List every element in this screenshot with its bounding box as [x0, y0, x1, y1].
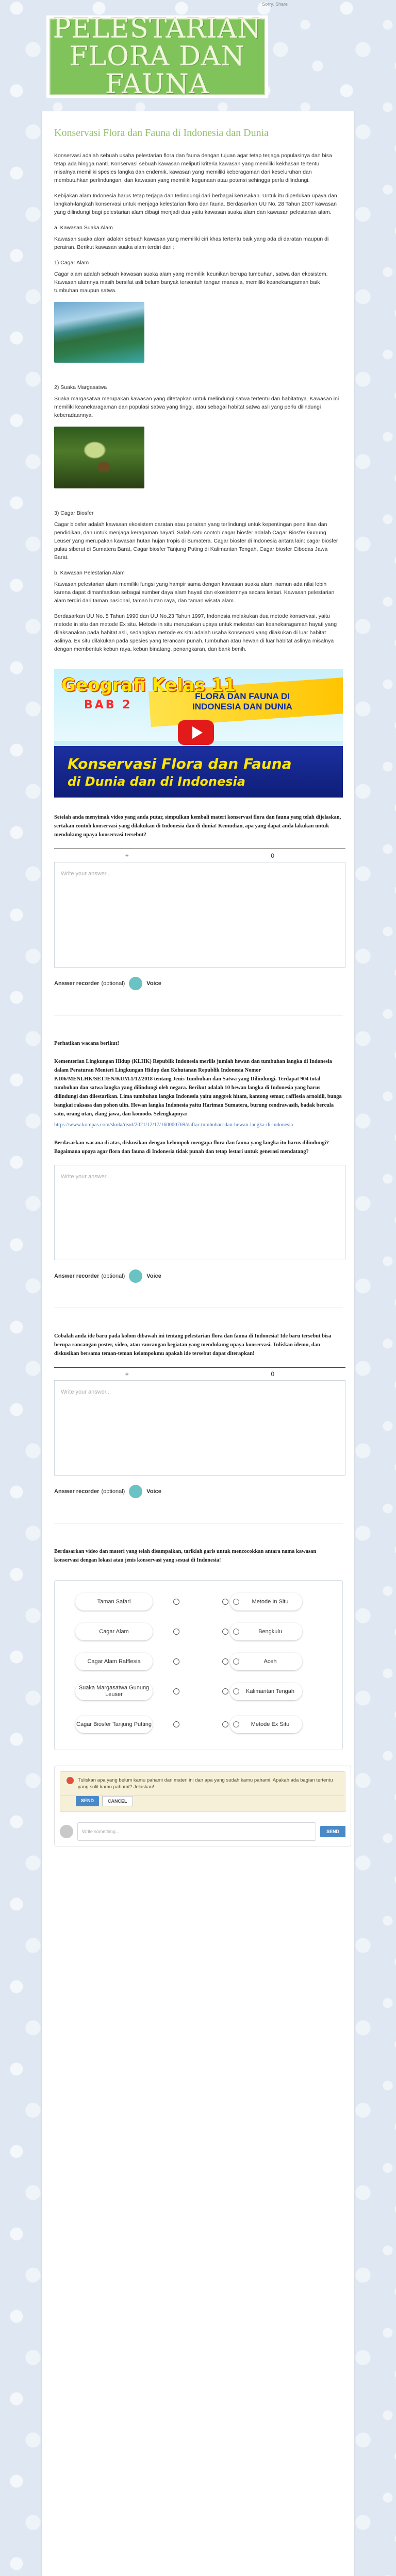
paragraph-cagar-biosfer: Cagar biosfer adalah kawasan ekosistem daratan atau perairan yang terlindungi untuk kepentingan penelitian dan pendidikan, dan untuk menjaga keragaman hayati. Salah satu contoh cagar biosfer adalah Cagar Biosfer Gunung Leuser yang merupakan kawasan hutan hujan tropis di Sumatera. Cagar biosfer di Indonesia antara lain: cagar biosfer pulau siberut di Sumatera Barat, Cagar biosfer Tanjung Puting di Kalimantan Tengah, Cagar biosfer Cibodas Jawa Barat.	[54, 521, 338, 561]
match-left-3-handle[interactable]	[173, 1658, 179, 1665]
match-right-3-handle[interactable]	[222, 1658, 228, 1665]
comment-send-button[interactable]: SEND	[320, 1826, 345, 1837]
match-right-4[interactable]: Kalimantan Tengah	[230, 1683, 302, 1700]
article-body: Kementerian Lingkungan Hidup (KLHK) Republik Indonesia merilis jumlah hewan dan tumbuhan langka di Indonesia dalam Peraturan Menteri Lingkungan Hidup dan Kehutanan Republik Indonesia Nomor P.106/MENLHK/SETJEN/KUM.1/12/2018 tentang Jenis Tumbuhan dan Satwa yang Dilindungi. Terdapat 904 total tumbuhan dan satwa langka yang dilindungi oleh negara. Berikut adalah 10 hewan langka di Indonesia yang harus dilindungi dan dilestarikan. Lima tumbuhan langka Indonesia yaitu anggrek hitam, kantong semar, rafflesia arnoldii, bunga bangkai raksasa dan pohon ulin. Hewan langka Indonesia yaitu Harimau Sumatera, burung cendrawasih, badak bercula satu, orang utan, elang jawa, dan komodo. Selengkapnya:	[54, 1058, 342, 1117]
match-right-3-marker	[233, 1658, 239, 1665]
mic-icon[interactable]	[129, 977, 142, 990]
feedback-buttons	[60, 1796, 345, 1812]
paragraph-pelestarian-alam: Kawasan pelestarian alam memiliki fungsi yang hampir sama dengan kawasan suaka alam, namun ada nilai lebih karena dapat dimanfaatkan sebagai sumber daya alam hayati dan ekosistemnya secara lestari. Kawasan pelestarian alam terdiri dari taman nasional, taman hutan raya, dan taman wisata alam.	[54, 581, 335, 604]
mic-icon[interactable]	[129, 1485, 142, 1498]
question-1-text: Setelah anda menyimak video yang anda putar, simpulkan kembali materi konservasi flora dan fauna yang telah dijelaskan, sertakan contoh konservasi yang dilakukan di Indonesia dan di dunia! Kemudian, apa yang dapat anda lakukan untuk mendukung upaya konservasi tersebut?	[54, 815, 341, 838]
match-right-5[interactable]: Metode Ex Situ	[230, 1716, 302, 1733]
send-button[interactable]: SEND	[76, 1796, 99, 1806]
recorder-optional: (optional)	[101, 1488, 125, 1495]
question-4-text: Berdasarkan video dan materi yang telah disampaikan, tariklah garis untuk mencocokkan antara nama kawasan konservasi dengan lokasi atau jenis konservasi yang sesuai di Indonesia!	[54, 1549, 317, 1563]
match-left-2[interactable]: Cagar Alam	[75, 1623, 153, 1640]
match-left-3[interactable]: Cagar Alam Rafflesia	[75, 1653, 153, 1670]
avatar	[60, 1825, 73, 1838]
match-right-5-marker	[233, 1721, 239, 1727]
paragraph-metode: Berdasarkan UU No. 5 Tahun 1990 dan UU No.23 Tahun 1997, Indonesia melakukan dua metode konservasi, yaitu metode in situ dan metode Ex situ. Metode in situ merupakan upaya untuk melestarikan keanekaragaman hayati yang dilaksanakan pada habitat asli, sedangkan metode ex situ adalah usaha konservasi yang dilakukan di luar habitat aslinya. Ex situ dilakukan pada spesies yang terancam punah, tumbuhan atau hewan di luar habitat aslinya misalnya dengan membentuk kebun raya, kebun binatang, penangkaran, dan bank benih.	[54, 613, 337, 652]
paragraph-cagar-alam: Cagar alam adalah sebuah kawasan suaka alam yang memiliki keunikan berupa tumbuhan, satwa dan ekosistem. Kawasan alamnya masih bersifat asli belum banyak tersentuh tangan manusia, memiliki keanekaragaman baik tumbuhan maupun satwa.	[54, 271, 328, 294]
video-player[interactable]	[54, 669, 343, 798]
paragraph-policy: Kebijakan alam Indonesia harus tetap terjaga dan terlindungi dari berbagai kerusakan. Untuk itu diperlukan upaya dan langkah-langkah konservasi untuk menjaga kelestarian flora dan fauna. Berdasarkan UU No. 28 Tahun 2007 kawasan yang dilindungi bagi pelestarian alam dibagi menjadi dua yaitu kawasan suaka alam dan kawasan pelestarian alam.	[54, 193, 337, 215]
match-right-4-handle[interactable]	[222, 1688, 228, 1694]
answer-recorder-3	[54, 1485, 342, 1498]
match-right-2-handle[interactable]	[222, 1629, 228, 1635]
paragraph-suaka-margasatwa: Suaka margasatwa merupakan kawasan yang ditetapkan untuk melindungi satwa tertentu dan habitatnya. Kawasan ini memiliki keanekaragaman dan populasi satwa yang tinggi, atau sebagai habitat satwa asli yang perlu dilindungi keberadaannya.	[54, 396, 339, 418]
comment-input[interactable]: Write something...	[77, 1822, 316, 1841]
orangutan-image	[54, 427, 144, 488]
video-title-line1: Konservasi Flora dan Fauna	[68, 755, 292, 772]
match-left-2-handle[interactable]	[173, 1629, 179, 1635]
answer-input-3[interactable]: Write your answer...	[54, 1380, 345, 1476]
feedback-notice-text: Tuliskan apa yang belum kamu pahami dari materi ini dan apa yang sudah kamu pahami. Apakah ada bagian tertentu yang sulit kamu pahami? Jelaskan!	[78, 1777, 333, 1790]
recorder-optional: (optional)	[101, 980, 125, 987]
video-kelas-text: Geografi Kelas 11	[61, 675, 236, 696]
match-right-2-marker	[233, 1629, 239, 1635]
article-heading: Perhatikan wacana berikut!	[54, 1040, 119, 1046]
section-title: Konservasi Flora dan Fauna di Indonesia dan Dunia	[54, 127, 269, 139]
top-bar: Sorry. Share	[262, 2, 288, 7]
recorder-label: Answer recorder	[54, 1488, 100, 1495]
match-right-2[interactable]: Bengkulu	[230, 1623, 302, 1640]
feedback-panel	[54, 1766, 351, 1846]
question-2-text: Berdasarkan wacana di atas, diskusikan dengan kelompok mengapa flora dan fauna yang langka itu harus dilindungi? Bagaimana upaya agar flora dan fauna di Indonesia tidak punah dan tetap lestari untuk generasi mendatang?	[54, 1140, 329, 1155]
question-3-text: Cobalah anda ide baru pada kolom dibawah ini tentang pelestarian flora dan fauna di Indonesia! Ide baru tersebut bisa berupa rancangan poster, video, atau rancangan kegiatan yang mendukung upaya konservasi. Tuliskan idemu, dan diskusikan bersama teman-teman kelompokmu apakah ide tersebut dapat diterapkan!	[54, 1333, 332, 1357]
answer-input-2[interactable]: Write your answer...	[54, 1165, 345, 1260]
recorder-label: Answer recorder	[54, 980, 100, 987]
cancel-button[interactable]: CANCEL	[102, 1796, 133, 1806]
match-right-4-marker	[233, 1688, 239, 1694]
feedback-notice	[60, 1771, 345, 1796]
match-right-1-marker	[233, 1599, 239, 1605]
answer-recorder-1	[54, 977, 342, 990]
play-button[interactable]	[178, 720, 214, 745]
mic-icon[interactable]	[129, 1269, 142, 1283]
matching-exercise	[54, 1580, 343, 1750]
answer-input-1[interactable]: Write your answer...	[54, 862, 345, 968]
match-right-5-handle[interactable]	[222, 1721, 228, 1727]
heading-suaka-margasatwa: 2) Suaka Margasatwa	[54, 384, 107, 391]
content-card	[41, 111, 355, 2576]
article-link[interactable]: https://www.kompas.com/skola/read/2021/12/17/160000769/daftar-tumbuhan-dan-hewan-langka-di-indonesia	[54, 1122, 293, 1128]
vote-table-3	[54, 1367, 345, 1381]
match-left-5-handle[interactable]	[173, 1721, 179, 1727]
video-flora-text: FLORA DAN FAUNA DI INDONESIA DAN DUNIA	[192, 691, 292, 711]
match-left-4[interactable]: Suaka Margasatwa Gunung Leuser	[75, 1683, 153, 1700]
vote-table-1	[54, 849, 345, 862]
coast-image	[54, 302, 144, 363]
column-plus[interactable]: +	[54, 849, 200, 862]
column-zero[interactable]: 0	[200, 1367, 346, 1381]
recorder-label: Answer recorder	[54, 1273, 100, 1279]
recorder-optional: (optional)	[101, 1273, 125, 1279]
heading-pelestarian-alam: b. Kawasan Pelestarian Alam	[54, 570, 125, 576]
column-zero[interactable]: 0	[200, 849, 346, 862]
heading-cagar-biosfer: 3) Cagar Biosfer	[54, 510, 94, 516]
match-left-4-handle[interactable]	[173, 1688, 179, 1694]
heading-suaka-alam: a. Kawasan Suaka Alam	[54, 225, 113, 231]
page-title: PELESTARIAN FLORA DAN FAUNA	[53, 13, 262, 100]
answer-recorder-2	[54, 1269, 342, 1283]
match-right-3[interactable]: Aceh	[230, 1653, 302, 1670]
video-title-line2: di Dunia dan di Indonesia	[68, 774, 245, 789]
video-bab-text: BAB 2	[84, 699, 133, 711]
heading-cagar-alam: 1) Cagar Alam	[54, 260, 89, 266]
match-left-1[interactable]: Taman Safari	[75, 1593, 153, 1611]
match-left-5[interactable]: Cagar Biosfer Tanjung Putting	[75, 1716, 153, 1733]
page-header	[46, 15, 268, 98]
paragraph-intro: Konservasi adalah sebuah usaha pelestarian flora dan fauna dengan tujuan agar tetap terjaga populasinya dan bisa tetap ada hingga nanti. Konservasi sebuah kawasan meliputi kriteria kawasan yang memiliki kekhasan tertentu misalnya memiliki spesies langka dan endemik, kawasan yang memiliki keberagaman dari keseluruhan dan membutuhkan perlindungan, dan kawasan yang memiliki kegunaan atau potensi sehingga perlu dilindungi.	[54, 152, 332, 183]
column-plus[interactable]: +	[54, 1367, 200, 1381]
paragraph-suaka-alam: Kawasan suaka alam adalah sebuah kawasan yang memiliki ciri khas tertentu baik yang ada di daratan maupun di perairan. Berikut kawasan suaka alam terdiri dari :	[54, 236, 329, 250]
match-right-1-handle[interactable]	[222, 1599, 228, 1605]
play-icon	[192, 726, 203, 739]
alert-icon	[67, 1777, 74, 1784]
match-right-1[interactable]: Metode In Situ	[230, 1593, 302, 1611]
article-link-wrap	[54, 1121, 342, 1129]
comment-row	[55, 1817, 351, 1846]
match-left-1-handle[interactable]	[173, 1599, 179, 1605]
voice-label[interactable]: Voice	[146, 980, 161, 987]
voice-label[interactable]: Voice	[146, 1488, 161, 1495]
voice-label[interactable]: Voice	[146, 1273, 161, 1279]
